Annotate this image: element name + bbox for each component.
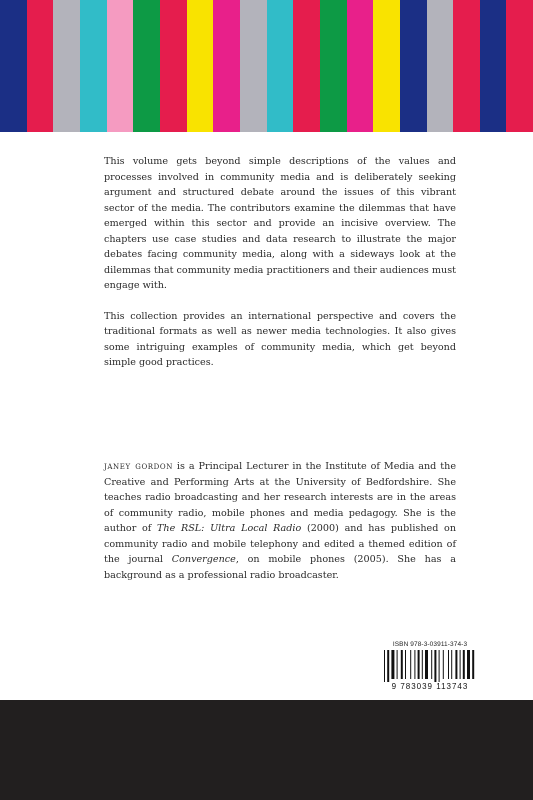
bio-text-2: (2000) and has published on community radio and mobile telephony and edited a themed edition of the journal: [104, 523, 456, 565]
isbn-label: ISBN 978-3-03911-374-3: [392, 641, 468, 648]
color-stripe: [400, 0, 427, 132]
blurb-paragraph-2: This collection provides an international perspective and covers the traditional formats as well as newer media technologies. It also gives some intriguing examples of community media, which get beyond simple good practices.: [104, 310, 456, 368]
color-stripe: [293, 0, 320, 132]
back-cover-blurb: [104, 154, 456, 386]
bio-text-1: is a Principal Lecturer in the Institute of Media and the Creative and Performing Arts at the University of Bedfordshire. She teaches radio broadcasting and her research interests are in the areas of community radio, mobile phones and media pedagogy. She is the author of: [104, 461, 456, 534]
bio-text-3: , on mobile phones (2005). She has a background as a professional radio broadcaster.: [104, 554, 456, 581]
color-stripe: [80, 0, 107, 132]
color-stripe: [53, 0, 80, 132]
color-stripe: [320, 0, 347, 132]
color-stripe: [480, 0, 507, 132]
journal-title: Convergence: [171, 554, 236, 565]
color-stripe: [107, 0, 134, 132]
isbn-barcode: [376, 641, 484, 693]
blurb-paragraph-1: This volume gets beyond simple descriptions of the values and processes involved in community media and is deliberately seeking argument and structured debate around the issues of this vibrant sector of the media. The contributors examine the dilemmas that have emerged within this sector and provide an incisive overview. The chapters use case studies and data research to illustrate the major debates facing community media, along with a sideways look at the dilemmas that community media practitioners and their audiences must engage with.: [104, 156, 456, 291]
color-stripe: [373, 0, 400, 132]
footer-band: [0, 700, 533, 800]
color-stripe: [133, 0, 160, 132]
author-name: janey gordon: [104, 461, 173, 472]
author-bio: [104, 459, 456, 583]
color-stripe: [240, 0, 267, 132]
color-stripe: [27, 0, 54, 132]
barcode-bars: [384, 650, 476, 682]
color-stripe: [213, 0, 240, 132]
barcode-digits: 9 783039 113743: [391, 682, 469, 691]
color-stripe: [160, 0, 187, 132]
color-bar-stripes: [0, 0, 533, 132]
color-stripe: [453, 0, 480, 132]
color-stripe: [347, 0, 374, 132]
color-stripe: [187, 0, 214, 132]
book-title: The RSL: Ultra Local Radio: [157, 523, 302, 534]
color-stripe: [0, 0, 27, 132]
color-stripe: [267, 0, 294, 132]
color-stripe: [506, 0, 533, 132]
color-stripe: [427, 0, 454, 132]
